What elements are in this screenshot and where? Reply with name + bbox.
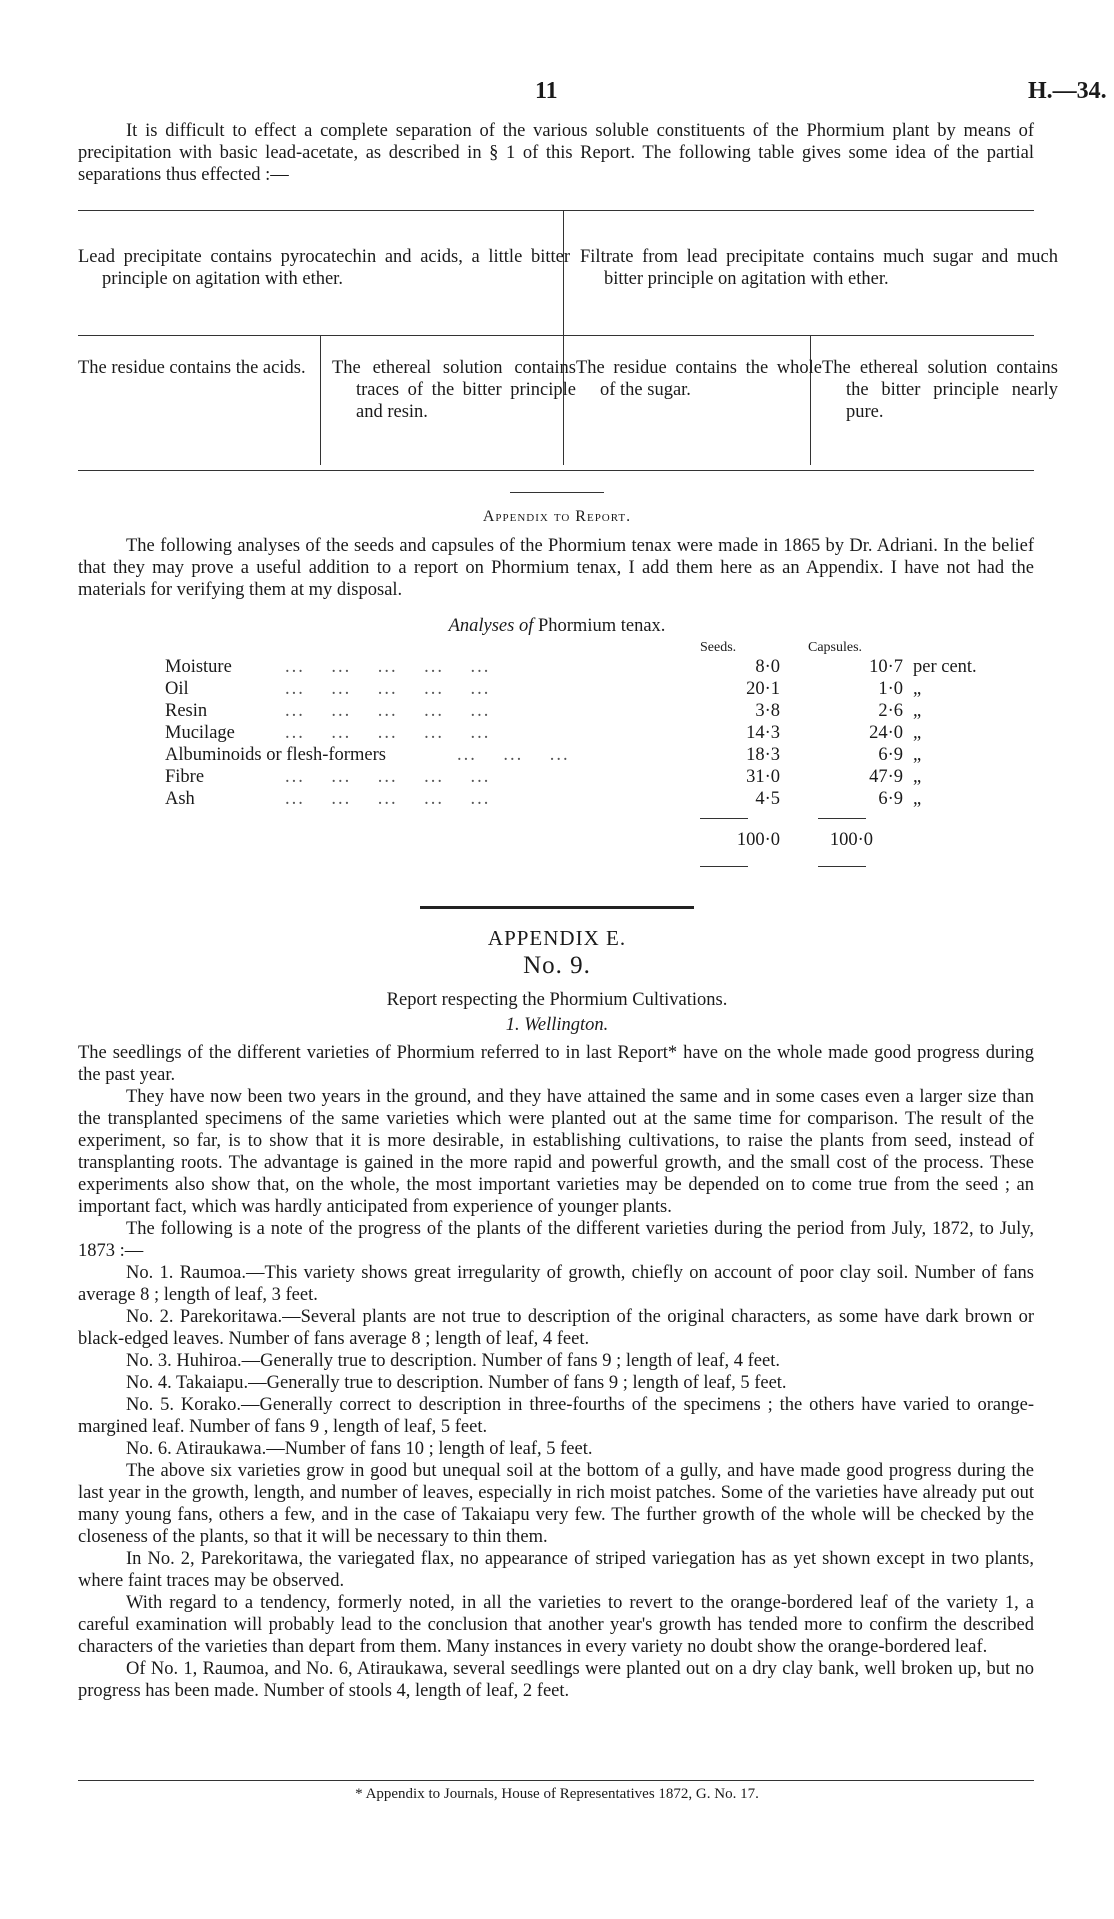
- row-label: Mucilage: [165, 723, 235, 743]
- table-cell-ethereal-pure: The ethereal solution contains the bitter principle nearly pure.: [822, 358, 1058, 422]
- leader-dots: ... ... ... ... ...: [285, 723, 491, 743]
- row-label: Oil: [165, 679, 189, 699]
- table-cell-residue-sugar: The residue contains the whole of the sugar.: [576, 358, 822, 400]
- short-separator: [510, 492, 604, 493]
- analyses-title: [0, 616, 1114, 637]
- row-capsules: 1·0: [878, 679, 903, 699]
- table-cell-lead-precipitate: Lead precipitate contains pyrocatechin and acids, a little bitter principle on agitation with ether.: [78, 247, 570, 289]
- body-paragraph: No. 4. Takaiapu.—Generally true to description. Number of fans 9 ; length of leaf, 5 feet.: [126, 1373, 787, 1393]
- body-paragraph: No. 2. Parekoritawa.—Several plants are not true to description of the original characters, as some have dark brown or black-edged leaves. Number of fans average 8 ; length of leaf, 4 feet.: [78, 1307, 1034, 1349]
- table-row: [165, 656, 977, 678]
- leader-dots: ... ... ... ... ...: [285, 701, 491, 721]
- row-seeds: 14·3: [746, 723, 780, 743]
- body-paragraph: Of No. 1, Raumoa, and No. 6, Atiraukawa, several seedlings were planted out on a dry clay bank, well broken up, but no progress has been made. Number of stools 4, length of leaf, 2 feet.: [78, 1659, 1034, 1701]
- table-row: [165, 722, 965, 744]
- leader-dots: ... ... ... ... ...: [285, 789, 491, 809]
- appendix-e-body: [78, 1042, 1034, 1702]
- table-cell-ethereal-traces: The ethereal solution contains traces of the bitter principle and resin.: [332, 358, 576, 422]
- row-seeds: 18·3: [746, 745, 780, 765]
- row-seeds: 20·1: [746, 679, 780, 699]
- row-unit: „: [913, 723, 922, 743]
- row-unit: „: [913, 767, 922, 787]
- row-label: Fibre: [165, 767, 205, 787]
- seeds-sum-rule: [700, 818, 748, 819]
- footnote-rule: [78, 1780, 1034, 1781]
- capsules-total-rule: [818, 866, 866, 867]
- intro-paragraph: It is difficult to effect a complete separation of the various soluble constituents of the Phormium plant by means of precipitation with basic lead-acetate, as described in § 1 of this Report. The following table gives some idea of the partial separations thus effected :—: [78, 121, 1034, 185]
- body-paragraph: The seedlings of the different varieties of Phormium referred to in last Report* have on the whole made good progress during the past year.: [78, 1043, 1034, 1085]
- leader-dots: ... ... ... ... ...: [285, 767, 491, 787]
- body-paragraph: The following is a note of the progress of the plants of the different varieties during the period from July, 1872, to July, 1873 :—: [78, 1219, 1034, 1261]
- row-label: Albuminoids or flesh-formers: [165, 745, 386, 765]
- row-label: Ash: [165, 789, 195, 809]
- row-unit: „: [913, 745, 922, 765]
- row-capsules: 6·9: [878, 789, 903, 809]
- leader-dots: ... ... ... ... ...: [285, 657, 491, 677]
- appendix-paragraph: The following analyses of the seeds and capsules of the Phormium tenax were made in 1865 by Dr. Adriani. In the belief that they may prove a useful addition to a report on Phormium tenax, I add them here as an Appendix. I have not had the materials for verifying them at my disposal.: [78, 536, 1034, 600]
- row-label: Moisture: [165, 657, 232, 677]
- table-cell-residue-acids: The residue contains the acids.: [78, 358, 306, 378]
- row-capsules: 10·7: [869, 657, 903, 677]
- row-seeds: 8·0: [755, 657, 780, 677]
- body-paragraph: In No. 2, Parekoritawa, the variegated flax, no appearance of striped variegation has as yet shown except in two plants, where faint traces may be observed.: [78, 1549, 1034, 1591]
- body-paragraph: They have now been two years in the ground, and they have attained the same and in some cases even a larger size than the transplanted specimens of the same varieties which were planted out at the same time for comparison. The result of the experiment, so far, is to show that it is more desirable, in establishing cultivations, to raise the plants from seed, instead of transplanting roots. The advantage is gained in the more rapid and powerful growth, and the small cost of the process. These experiments also show that, on the whole, the most important varieties may be depended on to come true from the seed ; an important fact, which was hardly anticipated from experience of younger plants.: [78, 1087, 1034, 1217]
- body-paragraph: The above six varieties grow in good but unequal soil at the bottom of a gully, and have made good progress during the last year in the growth, length, and number of leaves, especially in rich moist patches. Some of the varieties have already put out many young fans, others a few, and in the case of Takaiapu very few. The further growth of the whole will be checked by the closeness of the plants, so that it will be necessary to thin them.: [78, 1461, 1034, 1547]
- body-paragraph: No. 5. Korako.—Generally correct to description in three-fourths of the specimens ; the others have varied to orange-margined leaf. Number of fans 9 , length of leaf, 5 feet.: [78, 1395, 1034, 1437]
- body-paragraph: No. 6. Atiraukawa.—Number of fans 10 ; length of leaf, 5 feet.: [126, 1439, 593, 1459]
- col-header-capsules: Capsules.: [808, 640, 863, 655]
- row-capsules: 47·9: [869, 767, 903, 787]
- leader-dots: ... ... ... ... ...: [285, 679, 491, 699]
- table-middle-rule: [78, 335, 1034, 336]
- row-unit: „: [913, 701, 922, 721]
- table-row: [165, 766, 965, 788]
- table-row: [165, 700, 965, 722]
- table-row: [165, 678, 965, 700]
- heavy-separator: [420, 906, 694, 909]
- row-seeds: 31·0: [746, 767, 780, 787]
- table-divider-1: [320, 335, 321, 465]
- row-unit: „: [913, 679, 922, 699]
- body-paragraph: No. 3. Huhiroa.—Generally true to description. Number of fans 9 ; length of leaf, 4 feet.: [126, 1351, 780, 1371]
- table-row: [165, 788, 965, 810]
- table-cell-filtrate: Filtrate from lead precipitate contains much sugar and much bitter principle on agitation with ether.: [580, 247, 1058, 289]
- analyses-title-italic: Analyses of: [448, 616, 534, 636]
- body-paragraph: With regard to a tendency, formerly noted, in all the varieties to revert to the orange-bordered leaf of the variety 1, a careful examination will probably lead to the conclusion that another year's growth has tended more to confirm the described characters of the varieties than depart from them. Many instances in every variety no doubt show the orange-bordered leaf.: [78, 1593, 1034, 1657]
- capsules-total: 100·0: [829, 830, 873, 850]
- leader-dots: ... ... ...: [457, 745, 570, 765]
- table-bottom-rule: [78, 470, 1034, 471]
- document-code: H.—34.: [1028, 78, 1107, 104]
- capsules-sum-rule: [818, 818, 866, 819]
- analyses-title-plain: Phormium tenax.: [537, 616, 666, 636]
- row-seeds: 4·5: [755, 789, 780, 809]
- seeds-total-rule: [700, 866, 748, 867]
- col-header-seeds: Seeds.: [700, 640, 737, 655]
- table-row: [165, 744, 965, 766]
- row-capsules: 6·9: [878, 745, 903, 765]
- report-title: Report respecting the Phormium Cultivations.: [386, 990, 728, 1010]
- body-paragraph: No. 1. Raumoa.—This variety shows great irregularity of growth, chiefly on account of poor clay soil. Number of fans average 8 ; length of leaf, 3 feet.: [78, 1263, 1034, 1305]
- seeds-total: 100·0: [736, 830, 780, 850]
- appendix-to-report-title: Appendix to Report.: [482, 508, 632, 525]
- row-capsules: 2·6: [878, 701, 903, 721]
- section-heading: 1. Wellington.: [505, 1015, 609, 1035]
- row-capsules: 24·0: [869, 723, 903, 743]
- row-unit: per cent.: [913, 657, 977, 677]
- page-number: 11: [535, 78, 558, 104]
- appendix-e-title: APPENDIX E.: [487, 926, 627, 950]
- row-seeds: 3·8: [755, 701, 780, 721]
- row-unit: „: [913, 789, 922, 809]
- table-top-rule: [78, 210, 1034, 211]
- appendix-e-number: No. 9.: [523, 952, 591, 979]
- row-label: Resin: [165, 701, 208, 721]
- footnote: * Appendix to Journals, House of Representatives 1872, G. No. 17.: [355, 1786, 759, 1802]
